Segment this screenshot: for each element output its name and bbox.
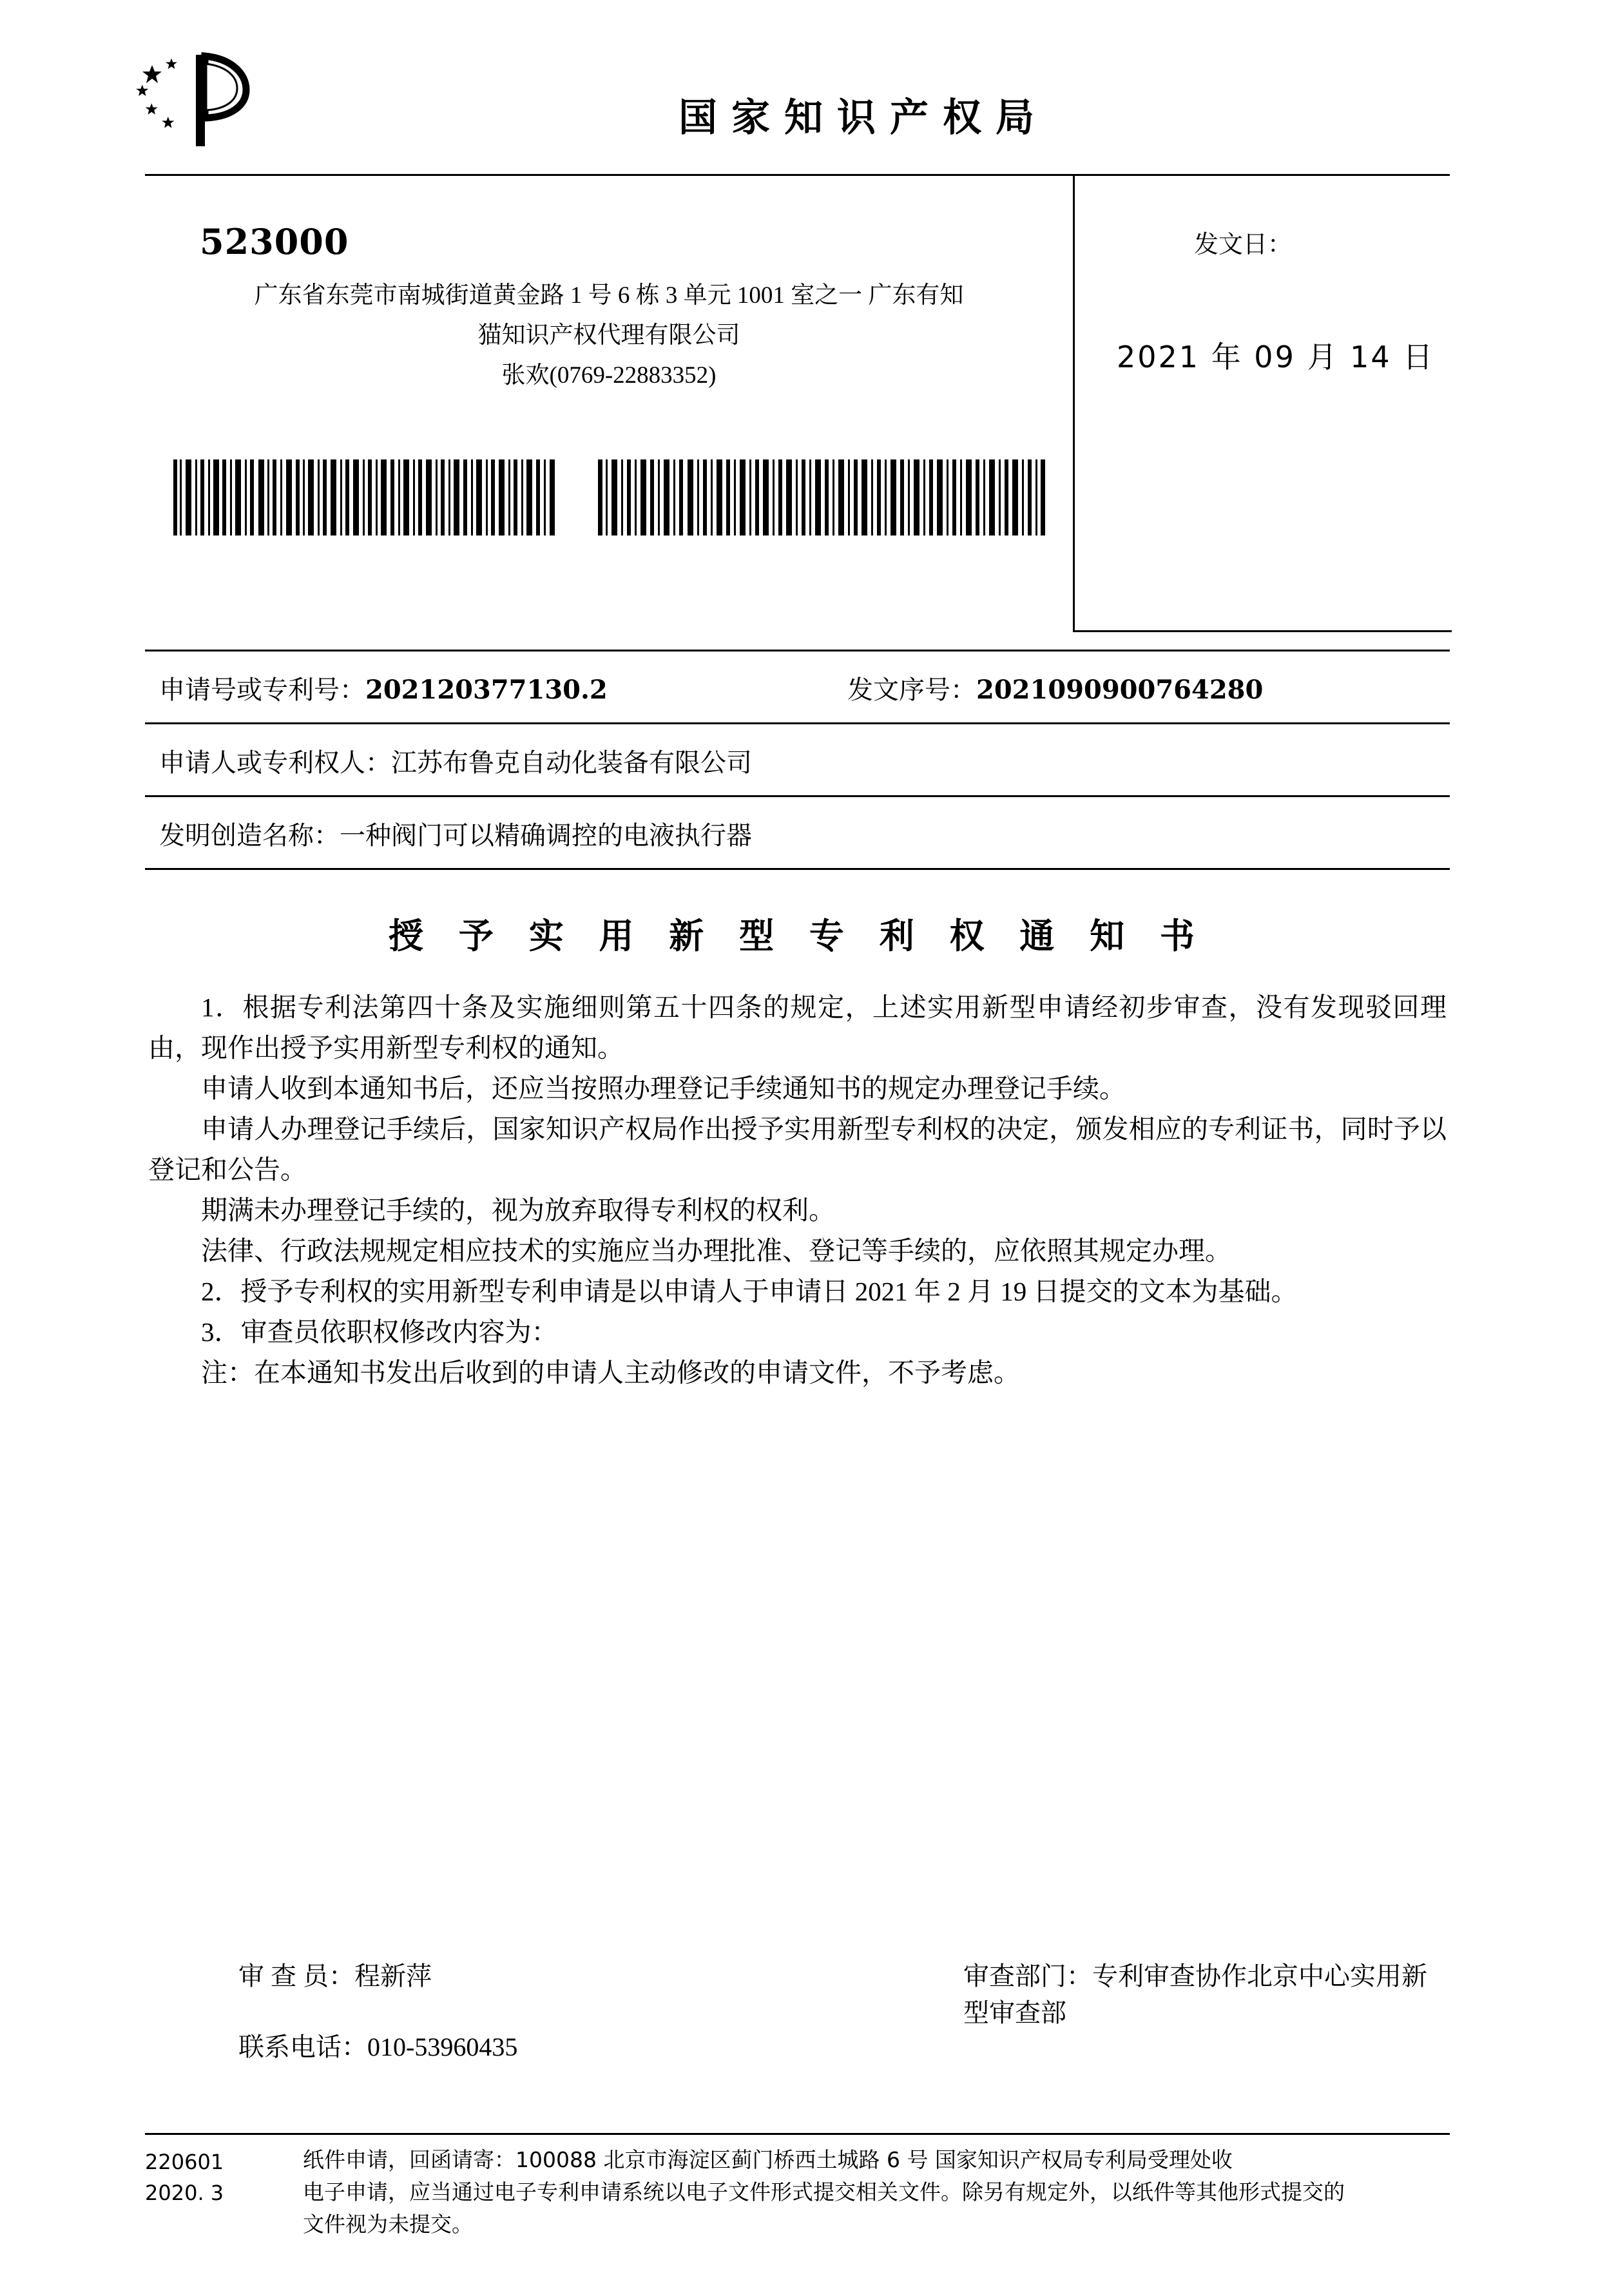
document-page	[0, 35, 1598, 2296]
document-header	[129, 35, 1450, 174]
issue-date-block	[1073, 176, 1452, 632]
application-number-cell	[159, 670, 608, 706]
footer-line-2: 电子申请，应当通过电子专利申请系统以电子文件形式提交相关文件。除另有规定外，以纸件等其他形式提交的	[303, 2179, 1345, 2204]
row-invention-title	[145, 795, 1450, 868]
examiner-cell	[238, 1956, 432, 1992]
form-date: 2020. 3	[145, 2181, 224, 2205]
applicant-cell	[159, 742, 752, 779]
issue-date-label: 发文日：	[1194, 231, 1293, 258]
examiner-label: 审 查 员：	[238, 1962, 354, 1991]
postcode: 523000	[200, 221, 349, 262]
address-line-1: 广东省东莞市南城街道黄金路 1 号 6 栋 3 单元 1001 室之一 广东有知	[254, 282, 964, 309]
contact-phone-cell	[238, 2027, 517, 2063]
invention-title-label: 发明创造名称：	[159, 821, 340, 850]
fields-bottom-rule	[145, 868, 1450, 870]
application-number-label: 申请号或专利号：	[159, 675, 365, 704]
examiner-name: 程新萍	[354, 1962, 432, 1991]
invention-title-cell	[159, 815, 752, 852]
form-code-block	[145, 2146, 224, 2208]
contact-phone-value: 010-53960435	[367, 2032, 518, 2061]
body-paragraph-1: 1．根据专利法第四十条及实施细则第五十四条的规定，上述实用新型申请经初步审查，没有发现驳回理由，现作出授予实用新型专利权的通知。	[148, 992, 1447, 1063]
signature-row	[148, 1956, 1443, 2027]
row-applicant	[145, 722, 1450, 795]
recipient-block	[145, 176, 1073, 650]
body-paragraph-8: 注：在本通知书发出后收到的申请人主动修改的申请文件，不予考虑。	[201, 1358, 1020, 1387]
footer-line-3: 文件视为未提交。	[303, 2212, 473, 2237]
page-title: 授 予 实 用 新 型 专 利 权 通 知 书	[389, 915, 1206, 956]
issue-date-value: 2021 年 09 月 14 日	[1117, 340, 1435, 374]
document-footer	[145, 2133, 1450, 2241]
form-code: 220601	[145, 2150, 224, 2174]
invention-title-value: 一种阀门可以精确调控的电液执行器	[340, 821, 752, 850]
barcode-application	[171, 459, 557, 535]
body-paragraph-7: 3．审查员依职权修改内容为：	[201, 1317, 558, 1347]
application-number-value: 202120377130.2	[365, 675, 608, 705]
address-line-3: 张欢(0769-22883352)	[501, 362, 717, 389]
fields-table	[145, 650, 1450, 870]
department-cell	[963, 1956, 1443, 2029]
row-application-number	[145, 650, 1450, 722]
serial-number-cell	[847, 670, 1263, 706]
address-and-date-box	[145, 174, 1450, 650]
barcode-serial	[596, 459, 1047, 535]
notice-body	[148, 987, 1447, 1393]
applicant-label: 申请人或专利权人：	[159, 748, 391, 777]
body-paragraph-5: 法律、行政法规规定相应技术的实施应当办理批准、登记等手续的，应依照其规定办理。	[201, 1236, 1231, 1266]
department-name: 专利审查协作北京中心实用新型审查部	[963, 1962, 1427, 2027]
cnipa-emblem-icon	[129, 50, 258, 156]
body-paragraph-2: 申请人收到本通知书后，还应当按照办理登记手续通知书的规定办理登记手续。	[201, 1074, 1126, 1103]
barcode-row	[145, 459, 1073, 543]
serial-number-label: 发文序号：	[847, 675, 976, 704]
body-paragraph-3: 申请人办理登记手续后，国家知识产权局作出授予实用新型专利权的决定，颁发相应的专利证书，同时予以登记和公告。	[148, 1114, 1447, 1184]
body-paragraph-6: 2．授予专利权的实用新型专利申请是以申请人于申请日 2021 年 2 月 19 日提交的文本为基础。	[201, 1277, 1298, 1306]
department-label: 审查部门：	[963, 1962, 1092, 1991]
recipient-address	[180, 276, 1037, 396]
applicant-value: 江苏布鲁克自动化装备有限公司	[391, 748, 752, 777]
contact-phone-label: 联系电话：	[238, 2032, 367, 2061]
body-paragraph-4: 期满未办理登记手续的，视为放弃取得专利权的权利。	[201, 1195, 835, 1225]
address-line-2: 猫知识产权代理有限公司	[477, 322, 740, 349]
footer-line-1: 纸件申请，回函请寄：100088 北京市海淀区蓟门桥西土城路 6 号 国家知识产权局专利局受理处收	[303, 2147, 1233, 2172]
footer-note	[303, 2144, 1450, 2241]
serial-number-value: 2021090900764280	[976, 675, 1264, 705]
office-name: 国家知识产权局	[679, 95, 1048, 140]
signature-block	[148, 1956, 1443, 2061]
